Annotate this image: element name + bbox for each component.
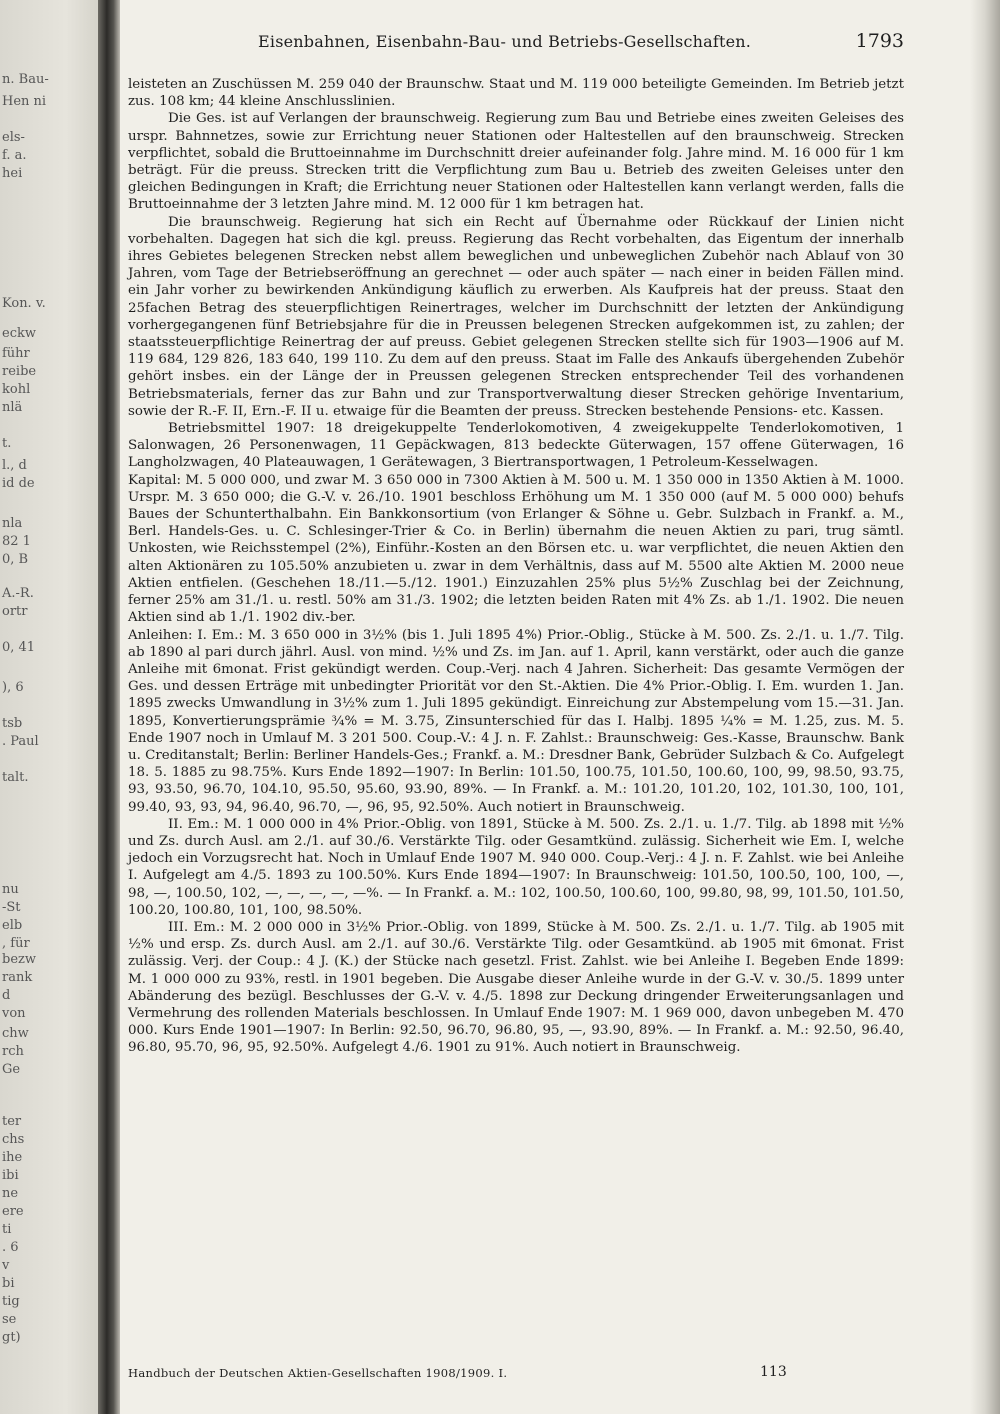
margin-fragment: reibe — [2, 364, 37, 379]
margin-fragment: tsb — [2, 716, 23, 731]
margin-fragment: ibi — [2, 1168, 19, 1183]
margin-fragment: ortr — [2, 604, 28, 619]
margin-fragment: eckw — [2, 326, 36, 341]
margin-fragment: v — [2, 1258, 10, 1273]
margin-fragment: 0, B — [2, 552, 29, 567]
section-paragraph — [128, 472, 904, 627]
margin-fragment: , für — [2, 936, 30, 951]
signature-number: 113 — [760, 1364, 787, 1380]
margin-fragment: chw — [2, 1026, 29, 1041]
margin-fragment: ti — [2, 1222, 12, 1237]
margin-fragment: gt) — [2, 1330, 21, 1345]
margin-fragment: n. Bau- — [2, 72, 49, 87]
paragraph — [128, 816, 904, 919]
margin-fragment: Hen ni — [2, 94, 47, 109]
margin-fragment: 82 1 — [2, 534, 31, 549]
footer-text: Handbuch der Deutschen Aktien-Gesellschaften 1908/1909. I. — [128, 1366, 508, 1380]
paragraph — [128, 110, 904, 213]
section-label: Kapital: — [128, 472, 182, 488]
facing-page-margin — [0, 0, 110, 1414]
margin-fragment: . 6 — [2, 1240, 19, 1255]
margin-fragment: els- — [2, 130, 25, 145]
margin-fragment: talt. — [2, 770, 29, 785]
margin-fragment: chs — [2, 1132, 25, 1147]
page — [128, 30, 904, 1057]
margin-fragment: ere — [2, 1204, 24, 1219]
paragraph-text: M. 5 000 000, und zwar M. 3 650 000 in 7300 Aktien à M. 500 u. M. 1 350 000 in 1350 Aktien à M. 1000. Urspr. M. 3 650 000; die G.-V. v. 26./10. 1901 beschloss Erhöhung um M. 1 350 000 (auf M. 5 000 000) behufs Baues der Schunterthalbahn. Ein Bankkonsortium (von Erlanger & Söhne u. Gebr. Sulzbach in Frankf. a. M., Berl. Handels-Ges. u. C. Schlesinger-Trier & Co. in Berlin) übernahm die neuen Aktien zu pari, trug sämtl. Unkosten, wie Reichsstempel (2%), Einführ.-Kosten an den Börsen etc. u. war verpflichtet, die neuen Aktien den alten Aktionären zu 105.50% anzubieten u. zwar in dem Verhältnis, dass auf M. 5500 alte Aktien M. 2000 neue Aktien entfielen. (Geschehen 18./11.—5./12. 1901.) Einzuzahlen 25% plus 5½% Zuschlag bei der Zeichnung, ferner 25% am 31./1. u. restl. 50% am 31./3. 1902; die letzten beiden Raten mit 4% Zs. ab 1./1. 1902. Die neuen Aktien sind ab 1./1. 1902 div.-ber. — [128, 472, 904, 626]
margin-fragment: Kon. v. — [2, 296, 46, 311]
paragraph — [128, 214, 904, 420]
paragraph-text: Die braunschweig. Regierung hat sich ein Recht auf Übernahme oder Rückkauf der Linien nicht vorbehalten. Dagegen hat sich die kgl. preuss. Regierung das Recht vorbehalten, das Eigentum der innerhalb ihres Gebietes belegenen Strecken nebst allem beweglichen und unbeweglichen Zubehör nach Ablauf von 30 Jahren, vom Tage der Betriebseröffnung an gerechnet — oder auch später — nach einer in beiden Fällen mind. ein Jahr vorher zu bewirkenden Ankündigung käuflich zu erwerben. Als Kaufpreis hat der preuss. Staat den 25fachen Betrag des steuerpflichtigen Reinertrages, welcher im Durchschnitt der letzten der Ankündigung vorhergegangenen fünf Betriebsjahre für die in Preussen belegenen Strecken aufgekommen ist, zu zahlen; der staatssteuerpflichtige Reinertrag der auf preuss. Gebiet gelegenen Strecken stellte sich für 1903—1906 auf M. 119 684, 129 826, 183 640, 199 110. Zu dem auf den preuss. Staat im Falle des Ankaufs übergehenden Zubehör gehört insbes. ein der Länge der in Preussen gelegenen Strecken entsprechender Teil des vorhandenen Betriebsmaterials, ferner das zur Bahn und zur Transportverwaltung dieser Strecken gehörige Inventarium, sowie der R.-F. II, Ern.-F. II u. etwaige für die Beamten der preuss. Strecken bestehende Pensions- etc. Kassen. — [128, 214, 904, 419]
margin-fragment: -St — [2, 900, 21, 915]
section-label: Anleihen: — [128, 627, 193, 643]
margin-fragment: nu — [2, 882, 19, 897]
paragraph-text: leisteten an Zuschüssen M. 259 040 der Braunschw. Staat und M. 119 000 beteiligte Gemeinden. Im Betrieb jetzt zus. 108 km; 44 kleine Anschlusslinien. — [128, 77, 904, 110]
book-spine — [98, 0, 120, 1414]
margin-fragment: kohl — [2, 382, 31, 397]
paragraph — [128, 76, 904, 110]
section-paragraph — [128, 627, 904, 816]
running-head — [128, 30, 904, 56]
margin-fragment: hei — [2, 166, 23, 181]
margin-fragment: elb — [2, 918, 23, 933]
margin-fragment: Ge — [2, 1062, 21, 1077]
margin-fragment: von — [2, 1006, 26, 1021]
paragraph — [128, 919, 904, 1057]
page-edge — [970, 0, 1000, 1414]
margin-fragment: t. — [2, 436, 12, 451]
page-number: 1793 — [855, 30, 904, 52]
margin-fragment: ter — [2, 1114, 22, 1129]
margin-fragment: ihe — [2, 1150, 23, 1165]
margin-fragment: tig — [2, 1294, 20, 1309]
margin-fragment: nlä — [2, 400, 23, 415]
margin-fragment: rch — [2, 1044, 24, 1059]
page-footer — [128, 1364, 904, 1384]
paragraph — [128, 420, 904, 472]
margin-fragment: l., d — [2, 458, 27, 473]
margin-fragment: 0, 41 — [2, 640, 36, 655]
margin-fragment: führ — [2, 346, 30, 361]
paragraph-text: I. Em.: M. 3 650 000 in 3½% (bis 1. Juli 1895 4%) Prior.-Oblig., Stücke à M. 500. Zs. 2./1. u. 1./7. Tilg. ab 1890 al pari durch jährl. Ausl. von mind. ½% und Zs. im Jan. auf 1. April, kann verstärkt, oder auch die ganze Anleihe mit 6monat. Frist gekündigt werden. Coup.-Verj. nach 4 Jahren. Sicherheit: Das gesamte Vermögen der Ges. und dessen Erträge mit unbedingter Priorität vor den St.-Aktien. Die 4% Prior.-Oblig. I. Em. wurden 1. Jan. 1895 zwecks Umwandlung in 3½% zum 1. Juli 1895 gekündigt. Einreichung zur Abstempelung vom 15.—31. Jan. 1895, Konvertierungsprämie ¾% = M. 3.75, Zinsunterschied für das I. Halbj. 1895 ¼% = M. 1.25, zus. M. 5. Ende 1907 noch in Umlauf M. 3 201 500. Coup.-V.: 4 J. n. F. Zahlst.: Braunschweig: Ges.-Kasse, Braunschw. Bank u. Creditanstalt; Berlin: Berliner Handels-Ges.; Frankf. a. M.: Dresdner Bank, Gebrüder Sulzbach & Co. Aufgelegt 18. 5. 1885 zu 98.75%. Kurs Ende 1892—1907: In Berlin: 101.50, 100.75, 101.50, 100.60, 100, 99, 98.50, 93.75, 93, 93.50, 96.70, 104.10, 95.50, 95.60, 93.90, 89%. — In Frankf. a. M.: 101.20, 101.20, 102, 101.30, 100, 101, 99.40, 93, 93, 94, 96.40, 96.70, —, 96, 95, 92.50%. Auch notiert in Braunschweig. — [128, 627, 904, 815]
paragraph-text: III. Em.: M. 2 000 000 in 3½% Prior.-Oblig. von 1899, Stücke à M. 500. Zs. 2./1. u. 1./7. Tilg. ab 1905 mit ½% und ersp. Zs. durch Ausl. am 2./1. auf 30./6. Verstärkte Tilg. oder Gesamtkünd. ab 1905 mit 6monat. Frist zulässig. Verj. der Coup.: 4 J. (K.) der Stücke nach gesetzl. Frist. Zahlst. wie bei Anleihe I. Begeben Ende 1899: M. 1 000 000 zu 93%, restl. in 1901 begeben. Die Ausgabe dieser Anleihe wurde in der G.-V. v. 30./5. 1899 unter Abänderung des bezügl. Beschlusses der G.-V. v. 4./5. 1898 zur Deckung dringender Erweiterungsanlagen und Vermehrung des rollenden Materials beschlossen. In Umlauf Ende 1907: M. 1 969 000, davon unbegeben M. 470 000. Kurs Ende 1901—1907: In Berlin: 92.50, 96.70, 96.80, 95, —, 93.90, 89%. — In Frankf. a. M.: 92.50, 96.40, 96.80, 95.70, 96, 95, 92.50%. Aufgelegt 4./6. 1901 zu 91%. Auch notiert in Braunschweig. — [128, 919, 904, 1056]
margin-fragment: bi — [2, 1276, 15, 1291]
margin-fragment: ne — [2, 1186, 19, 1201]
paragraph-text: II. Em.: M. 1 000 000 in 4% Prior.-Oblig. von 1891, Stücke à M. 500. Zs. 2./1. u. 1./7. Tilg. ab 1898 mit ½% und Zs. durch Ausl. am 2./1. auf 30./6. Verstärkte Tilg. oder Gesamtkünd. zulässig. Sicherheit wie Em. I, welche jedoch ein Vorzugsrecht hat. Noch in Umlauf Ende 1907 M. 940 000. Coup.-Verj.: 4 J. n. F. Zahlst. wie bei Anleihe I. Aufgelegt am 4./5. 1893 zu 100.50%. Kurs Ende 1894—1907: In Braunschweig: 101.50, 100.50, 100, 100, —, 98, —, 100.50, 102, —, —, —, —, —%. — In Frankf. a. M.: 102, 100.50, 100.60, 100, 99.80, 98, 99, 101.50, 101.50, 100.20, 100.80, 101, 100, 98.50%. — [128, 816, 904, 918]
margin-fragment: ), 6 — [2, 680, 24, 695]
paragraph-text: Die Ges. ist auf Verlangen der braunschweig. Regierung zum Bau und Betriebe eines zweiten Geleises des urspr. Bahnnetzes, sowie zur Errichtung neuer Stationen oder Haltestellen auf den braunschweig. Strecken verpflichtet, sobald die Bruttoeinnahme im Durchschnitt dreier aufeinander folg. Jahre mind. M. 16 000 für 1 km beträgt. Für die preuss. Strecken tritt die Verpflichtung zum Bau u. Betrieb des zweiten Geleises unter den gleichen Bedingungen in Kraft; die Errichtung neuer Stationen oder Haltestellen kann verlangt werden, falls die Bruttoeinnahme der 3 letzten Jahre mind. M. 12 000 für 1 km betragen hat. — [128, 111, 904, 213]
margin-fragment: bezw — [2, 952, 36, 967]
margin-fragment: f. a. — [2, 148, 27, 163]
running-head-title: Eisenbahnen, Eisenbahn-Bau- und Betriebs-Gesellschaften. — [258, 32, 752, 51]
margin-fragment: d — [2, 988, 11, 1003]
margin-fragment: id de — [2, 476, 35, 491]
body-text — [128, 76, 904, 1057]
margin-fragment: . Paul — [2, 734, 39, 749]
margin-fragment: se — [2, 1312, 17, 1327]
margin-fragment: rank — [2, 970, 33, 985]
margin-fragment: nla — [2, 516, 23, 531]
paragraph-text: Betriebsmittel 1907: 18 dreigekuppelte Tenderlokomotiven, 4 zweigekuppelte Tenderlokomotiven, 1 Salonwagen, 26 Personenwagen, 11 Gepäckwagen, 813 bedeckte Güterwagen, 157 offene Güterwagen, 16 Langholzwagen, 40 Plateauwagen, 1 Gerätewagen, 3 Biertransportwagen, 1 Petroleum-Kesselwagen. — [128, 421, 904, 471]
margin-fragment: A.-R. — [2, 586, 34, 601]
